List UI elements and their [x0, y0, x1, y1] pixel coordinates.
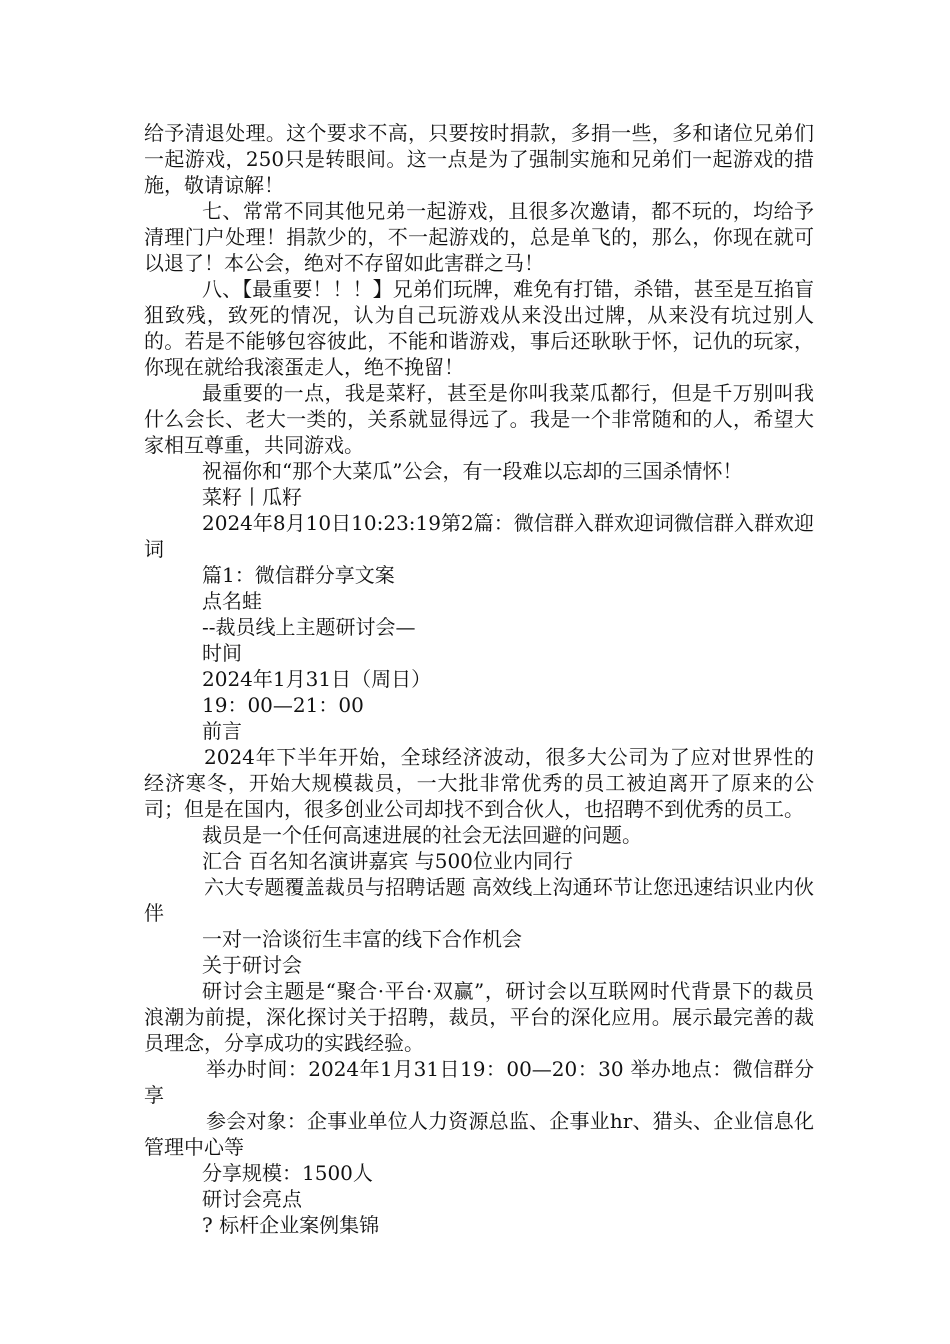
- layoff-statement: 裁员是一个任何高速进展的社会无法回避的问题。: [202, 823, 642, 847]
- paragraph-rule-seven: 七、常常不同其他兄弟一起游戏，且很多次邀请，都不玩的，均给予清理门户处理！捐款少的，不一起游戏的，总是单飞的，那么，你现在就可以退了！本公会，绝对不存留如此害群之马！: [144, 199, 814, 275]
- document-page: [144, 120, 814, 1238]
- preface-paragraph: 2024年下半年开始，全球经济波动，很多大公司为了应对世界性的经济寒冬，开始大规模裁员，一大批非常优秀的员工被迫离开了原来的公司；但是在国内，很多创业公司却找不到合伙人，也招聘不到优秀的员工。: [144, 745, 814, 821]
- event-time-location: 举办时间：2024年1月31日19：00—20：30 举办地点：微信群分享: [144, 1057, 814, 1107]
- gathering-line: 汇合 百名知名演讲嘉宾 与500位业内同行: [202, 849, 573, 873]
- highlights-heading: 研讨会亮点: [202, 1187, 302, 1211]
- audience-line: 参会对象：企事业单位人力资源总监、企事业hr、猎头、企业信息化管理中心等: [144, 1109, 814, 1159]
- signature-line: 菜籽丨瓜籽: [202, 485, 302, 509]
- organizer-name: 点名蛙: [202, 589, 262, 613]
- paragraph-rule-eight: 八、【最重要！！！】兄弟们玩牌，难免有打错，杀错，甚至是互掐盲狙致残，致死的情况，认为自己玩游戏从来没出过牌，从来没有坑过别人的。若是不能够包容彼此，不能和谐游戏，事后还耿耿于怀，记仇的玩家，你现在就给我滚蛋走人，绝不挽留！: [144, 277, 814, 379]
- scale-line: 分享规模：1500人: [202, 1161, 373, 1185]
- about-seminar-heading: 关于研讨会: [202, 953, 302, 977]
- one-on-one-line: 一对一洽谈衍生丰富的线下合作机会: [202, 927, 522, 951]
- seminar-title: --裁员线上主题研讨会—: [202, 615, 416, 639]
- preface-heading: 前言: [202, 719, 242, 743]
- article-heading: 篇1：微信群分享文案: [202, 563, 395, 587]
- seminar-date: 2024年1月31日（周日）: [202, 667, 432, 691]
- paragraph-blessing: 祝福你和“那个大菜瓜”公会，有一段难以忘却的三国杀情怀！: [202, 459, 743, 483]
- highlight-item: ? 标杆企业案例集锦: [202, 1213, 380, 1237]
- topics-line: 六大专题覆盖裁员与招聘话题 高效线上沟通环节让您迅速结识业内伙伴: [144, 875, 814, 925]
- seminar-time-range: 19：00—21：00: [202, 693, 364, 717]
- time-heading: 时间: [202, 641, 242, 665]
- paragraph-clearing-rule: 给予清退处理。这个要求不高，只要按时捐款，多捐一些，多和诸位兄弟们一起游戏，250只是转眼间。这一点是为了强制实施和兄弟们一起游戏的措施，敬请谅解！: [144, 121, 814, 197]
- about-seminar-paragraph: 研讨会主题是“聚合·平台·双赢”，研讨会以互联网时代背景下的裁员浪潮为前提，深化探讨关于招聘，裁员，平台的深化应用。展示最完善的裁员理念，分享成功的实践经验。: [144, 979, 814, 1055]
- date-and-section-title: 2024年8月10日10:23:19第2篇：微信群入群欢迎词微信群入群欢迎词: [144, 511, 814, 561]
- paragraph-most-important: 最重要的一点，我是菜籽，甚至是你叫我菜瓜都行，但是千万别叫我什么会长、老大一类的，关系就显得远了。我是一个非常随和的人，希望大家相互尊重，共同游戏。: [144, 381, 814, 457]
